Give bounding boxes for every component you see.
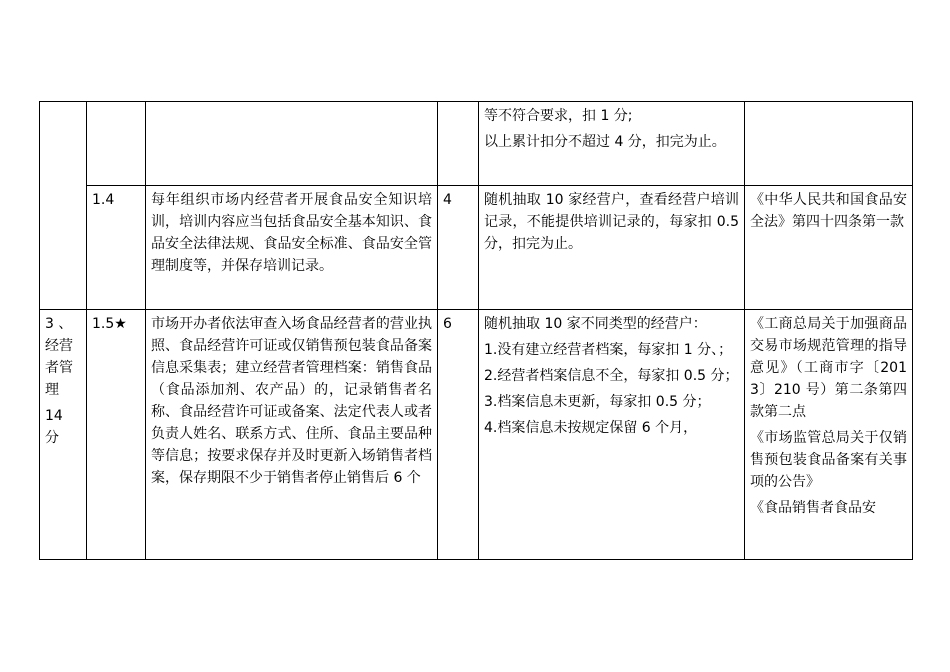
item-number-cell: 1.4 [87, 186, 146, 310]
item-number-cell: 1.5★ [87, 310, 146, 560]
category-label: 3 、经营者管理 [45, 316, 73, 398]
method-line: 以上累计扣分不超过 4 分，扣完为止。 [484, 134, 726, 150]
category-cell [40, 102, 87, 310]
basis-cell: 《中华人民共和国食品安全法》第四十四条第一款 [745, 186, 913, 310]
content-cell: 市场开办者依法审查入场食品经营者的营业执照、食品经营许可证或仅销售预包装食品备案信息采集表；建立经营者管理档案：销售食品（食品添加剂、农产品）的，记录销售者名称、食品经营许可证或备案、法定代表人或者负责人姓名、联系方式、住所、食品主要品种等信息；按要求保存并及时更新入场销售者档案，保存期限不少于销售者停止销售后 6 个 [146, 310, 438, 560]
basis-line: 《食品销售者食品安 [750, 500, 876, 516]
method-line: 3.档案信息未更新，每家扣 0.5 分； [484, 394, 711, 410]
basis-cell [745, 310, 913, 560]
item-number-cell [87, 102, 146, 186]
score-cell: 6 [438, 310, 479, 560]
method-cell: 随机抽取 10 家经营户，查看经营户培训记录，不能提供培训记录的，每家扣 0.5 分，扣完为止。 [479, 186, 745, 310]
basis-line: 《市场监管总局关于仅销售预包装食品备案有关事项的公告》 [750, 430, 907, 490]
score-cell [438, 102, 479, 186]
content-cell: 每年组织市场内经营者开展食品安全知识培训，培训内容应当包括食品安全基本知识、食品安全法律法规、食品安全标准、食品安全管理制度等，并保存培训记录。 [146, 186, 438, 310]
category-cell [40, 310, 87, 560]
method-line: 等不符合要求，扣 1 分; [484, 108, 633, 124]
table-row [40, 102, 913, 186]
method-cell [479, 102, 745, 186]
method-line: 1.没有建立经营者档案，每家扣 1 分、； [484, 342, 733, 358]
method-cell [479, 310, 745, 560]
basis-cell [745, 102, 913, 186]
category-score: 14 分 [45, 408, 63, 446]
method-line: 2.经营者档案信息不全，每家扣 0.5 分； [484, 368, 739, 384]
basis-line: 《工商总局关于加强商品交易市场规范管理的指导意见》（工商市字〔2013〕210 号）第二条第四款第二点 [750, 316, 907, 420]
method-line: 随机抽取 10 家不同类型的经营户： [484, 316, 707, 332]
score-cell: 4 [438, 186, 479, 310]
inspection-standards-table [39, 101, 913, 560]
content-cell [146, 102, 438, 186]
table-row [40, 310, 913, 560]
table-row [40, 186, 913, 310]
method-line: 4.档案信息未按规定保留 6 个月， [484, 420, 698, 436]
